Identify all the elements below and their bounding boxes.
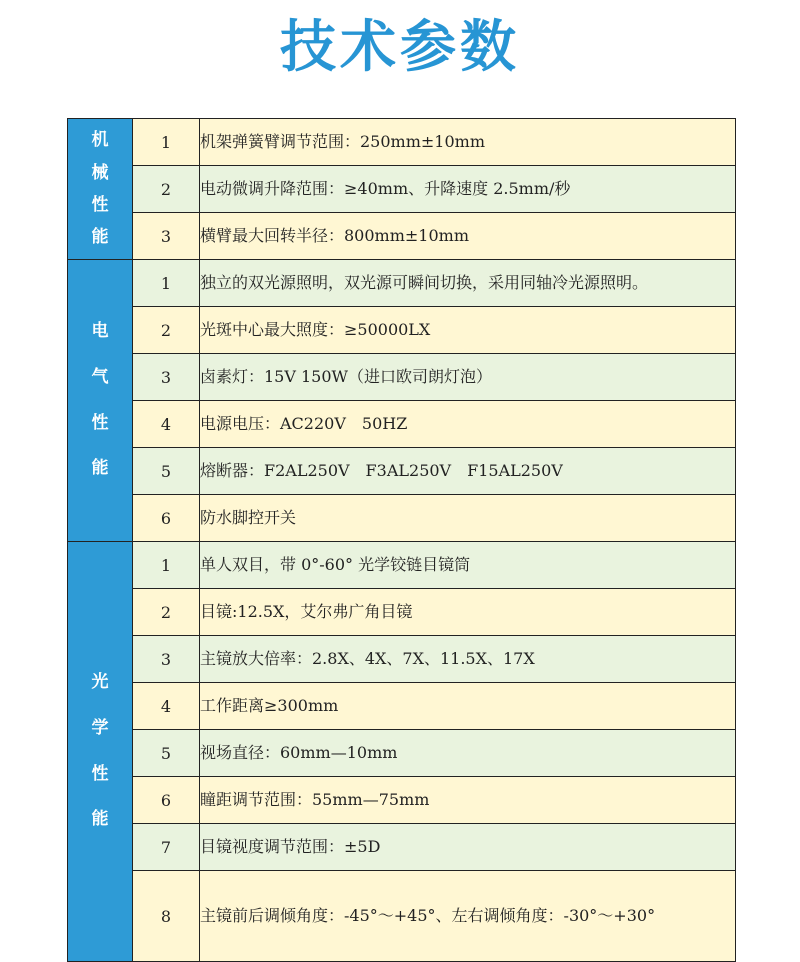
- row-number: 1: [133, 119, 200, 166]
- row-text: 电源电压：AC220V 50HZ: [200, 401, 736, 448]
- row-text: 目镜:12.5X，艾尔弗广角目镜: [200, 589, 736, 636]
- row-text: 光斑中心最大照度：≥50000LX: [200, 307, 736, 354]
- table-row: [68, 683, 736, 730]
- table-row: [68, 824, 736, 871]
- table-row: [68, 495, 736, 542]
- row-text: 机架弹簧臂调节范围：250mm±10mm: [200, 119, 736, 166]
- category-cell: 电气性能: [68, 260, 133, 542]
- table-row: [68, 119, 736, 166]
- spec-table: [67, 118, 736, 962]
- row-text: 目镜视度调节范围：±5D: [200, 824, 736, 871]
- table-row: [68, 401, 736, 448]
- row-number: 6: [133, 777, 200, 824]
- row-text: 防水脚控开关: [200, 495, 736, 542]
- page-title: 技术参数: [280, 15, 520, 80]
- table-row: [68, 589, 736, 636]
- table-row: [68, 636, 736, 683]
- table-row: [68, 871, 736, 962]
- table-row: [68, 307, 736, 354]
- table-row: [68, 542, 736, 589]
- row-number: 2: [133, 166, 200, 213]
- row-number: 4: [133, 683, 200, 730]
- row-text: 工作距离≥300mm: [200, 683, 736, 730]
- row-number: 4: [133, 401, 200, 448]
- row-number: 6: [133, 495, 200, 542]
- row-text: 视场直径：60mm—10mm: [200, 730, 736, 777]
- row-text: 卤素灯：15V 150W（进口欧司朗灯泡）: [200, 354, 736, 401]
- row-text: 主镜放大倍率：2.8X、4X、7X、11.5X、17X: [200, 636, 736, 683]
- row-text: 瞳距调节范围：55mm—75mm: [200, 777, 736, 824]
- table-row: [68, 260, 736, 307]
- row-text: 熔断器：F2AL250V F3AL250V F15AL250V: [200, 448, 736, 495]
- row-text: 电动微调升降范围：≥40mm、升降速度 2.5mm/秒: [200, 166, 736, 213]
- row-number: 5: [133, 448, 200, 495]
- row-text: 横臂最大回转半径：800mm±10mm: [200, 213, 736, 260]
- row-number: 3: [133, 213, 200, 260]
- category-cell: 光学性能: [68, 542, 133, 962]
- row-text: 独立的双光源照明，双光源可瞬间切换，采用同轴冷光源照明。: [200, 260, 736, 307]
- table-row: [68, 166, 736, 213]
- table-row: [68, 213, 736, 260]
- row-number: 7: [133, 824, 200, 871]
- row-number: 3: [133, 636, 200, 683]
- row-number: 2: [133, 307, 200, 354]
- row-number: 1: [133, 542, 200, 589]
- row-number: 8: [133, 871, 200, 962]
- row-number: 1: [133, 260, 200, 307]
- row-number: 5: [133, 730, 200, 777]
- row-number: 2: [133, 589, 200, 636]
- table-row: [68, 777, 736, 824]
- table-row: [68, 730, 736, 777]
- row-number: 3: [133, 354, 200, 401]
- row-text: 单人双目，带 0°-60° 光学铰链目镜筒: [200, 542, 736, 589]
- table-row: [68, 354, 736, 401]
- table-row: [68, 448, 736, 495]
- category-cell: 机械性能: [68, 119, 133, 260]
- row-text: 主镜前后调倾角度：-45°～+45°、左右调倾角度：-30°～+30°: [200, 871, 736, 962]
